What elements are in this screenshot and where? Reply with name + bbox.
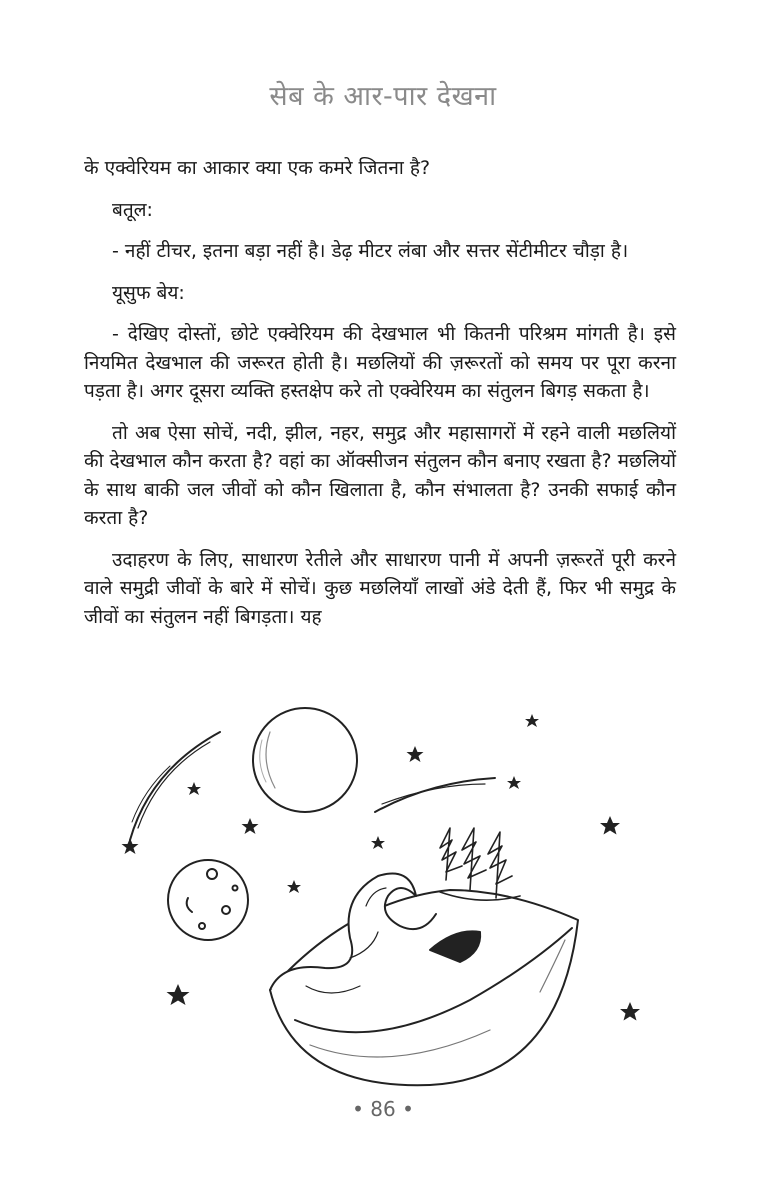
paragraph: - नहीं टीचर, इतना बड़ा नहीं है। डेढ़ मीटर लंबा और सत्तर सेंटीमीटर चौड़ा है।: [112, 240, 629, 262]
running-header-title: सेब के आर-पार देखना: [269, 81, 497, 112]
paragraph: - देखिए दोस्तों, छोटे एक्वेरियम की देखभाल भी कितनी परिश्रम मांगती है। इसे नियमित देखभाल की जरूरत होती है। मछलियों की ज़रूरतों को समय पर पूरा करना पड़ता है। अगर दूसरा व्यक्ति हस्तक्षेप करे तो एक्वेरियम का संतुलन बिगड़ सकता है।: [84, 323, 676, 402]
body-text: [84, 154, 676, 644]
paragraph: तो अब ऐसा सोचें, नदी, झील, नहर, समुद्र और महासागरों में रहने वाली मछलियों की देखभाल कौन करता है? वहां का ऑक्सीजन संतुलन कौन बनाए रखता है? मछलियों के साथ बाकी जल जीवों को कौन खिलाता है, कौन संभालता है? उनकी सफाई कौन करता है?: [84, 421, 676, 529]
paragraph: उदाहरण के लिए, साधारण रेतीले और साधारण पानी में अपनी ज़रूरतें पूरी करने वाले समुद्री जीवों के बारे में सोचें। कुछ मछलियाँ लाखों अंडे देती हैं, फिर भी समुद्र के जीवों का संतुलन नहीं बिगड़ता। यह: [84, 548, 676, 628]
speaker-label: बतूल:: [112, 198, 153, 221]
page-number: • 86 •: [352, 1097, 414, 1121]
paragraph: के एक्वेरियम का आकार क्या एक कमरे जितना है?: [84, 157, 431, 179]
comet-left: [130, 732, 220, 840]
cratered-planet: [168, 860, 248, 940]
bowl-planet: [270, 890, 578, 1085]
speaker-label: यूसुफ बेय:: [112, 281, 185, 304]
space-ocean-bowl-illustration: [110, 700, 656, 1095]
comet-right: [375, 778, 495, 812]
moon: [253, 708, 357, 812]
